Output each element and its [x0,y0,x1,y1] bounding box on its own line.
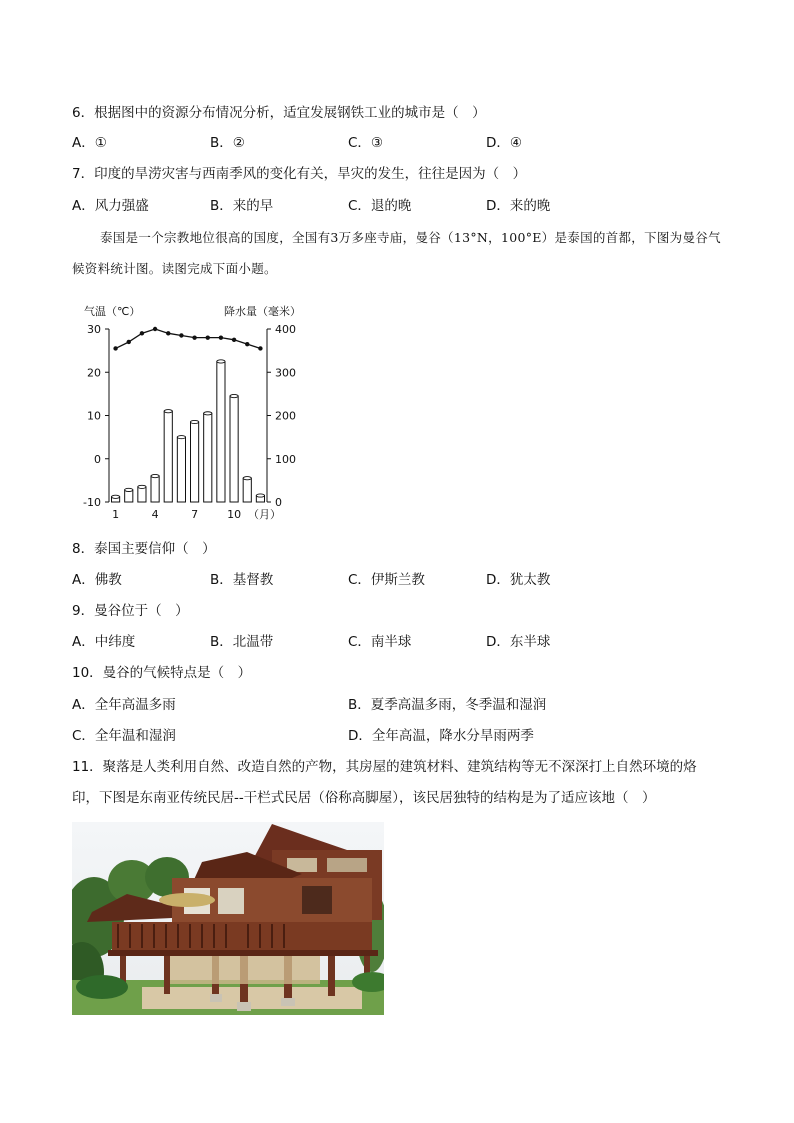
question-6-stem: 6．根据图中的资源分布情况分析，适宜发展钢铁工业的城市是（ ） [72,105,486,121]
precipitation-bar [191,422,199,502]
temperature-point [113,346,117,350]
precipitation-bar [164,411,172,502]
temperature-point [192,335,196,339]
month-tick-label: 10 [227,508,242,521]
q7-option-b[interactable]: B．来的早 [210,198,274,214]
q10-option-d[interactable]: D．全年高温，降水分旱雨两季 [348,728,534,744]
precipitation-bar-top [217,360,225,363]
precipitation-bar-top [177,436,185,439]
left-tick-label: -10 [83,496,101,509]
temperature-point [153,327,157,331]
bangkok-climate-chart [78,298,314,526]
stilt-house-photo [72,822,384,1015]
q7-option-a[interactable]: A．风力强盛 [72,198,149,214]
q10-option-a[interactable]: A．全年高温多雨 [72,697,176,713]
question-9-stem: 9．曼谷位于（ ） [72,603,189,619]
q8-option-a[interactable]: A．佛教 [72,572,122,588]
month-tick-label: 4 [151,508,159,521]
q7-option-d[interactable]: D．来的晚 [486,198,551,214]
temperature-axis-label: 气温（℃） [84,305,141,318]
precipitation-bar [177,437,185,502]
right-tick-label: 200 [275,409,296,423]
month-tick-label: 1 [112,508,120,521]
precipitation-bar-top [138,485,146,488]
q8-option-b[interactable]: B．基督教 [210,572,274,588]
reading-passage [72,222,722,284]
temperature-point [232,338,236,342]
q6-option-a[interactable]: A．① [72,135,107,151]
precipitation-bar-top [164,410,172,413]
precipitation-bar-top [204,412,212,415]
month-tick-label: 7 [191,508,199,521]
q7-option-c[interactable]: C．退的晚 [348,198,412,214]
temperature-point [206,335,210,339]
right-tick-label: 0 [275,496,282,509]
precipitation-bar-top [230,394,238,397]
right-tick-label: 300 [275,366,296,380]
temperature-point [140,331,144,335]
q6-option-b[interactable]: B．② [210,135,245,151]
temperature-point [166,331,170,335]
q8-option-c[interactable]: C．伊斯兰教 [348,572,425,588]
precipitation-bar-top [191,420,199,423]
q9-option-c[interactable]: C．南半球 [348,634,412,650]
left-tick-label: 30 [87,323,101,336]
precipitation-bar [243,478,251,502]
temperature-line [116,329,261,348]
left-tick-label: 0 [94,452,101,466]
left-tick-label: 20 [87,366,101,380]
precipitation-bar [204,413,212,502]
precipitation-bar [217,361,225,502]
precipitation-bar [138,487,146,502]
question-8-stem: 8．泰国主要信仰（ ） [72,541,216,557]
q9-option-b[interactable]: B．北温带 [210,634,274,650]
passage-text: 泰国是一个宗教地位很高的国度，全国有3万多座寺庙，曼谷（13°N，100°E）是泰国的首都，下图为曼谷气候资料统计图。读图完成下面小题。 [72,230,721,276]
q6-option-d[interactable]: D．④ [486,135,522,151]
temperature-point [179,333,183,337]
precipitation-bar-top [256,494,264,497]
q9-option-d[interactable]: D．东半球 [486,634,551,650]
q6-option-c[interactable]: C．③ [348,135,384,151]
right-tick-label: 400 [275,323,296,336]
question-10-stem: 10．曼谷的气候特点是（ ） [72,665,252,681]
right-tick-label: 100 [275,452,296,466]
left-tick-label: 10 [87,409,101,423]
precipitation-axis-label: 降水量（毫米） [224,305,301,318]
q10-option-b[interactable]: B．夏季高温多雨，冬季温和湿润 [348,697,547,713]
precipitation-bar-top [112,495,120,498]
temperature-point [258,346,262,350]
precipitation-bar [151,476,159,502]
question-11-stem: 11．聚落是人类利用自然、改造自然的产物，其房屋的建筑材料、建筑结构等无不深深打上自然环境的烙印，下图是东南亚传统民居--干栏式民居（俗称高脚屋），该民居独特的结构是为了适应该地（ ） [72,759,697,806]
precipitation-bar-top [125,488,133,491]
temperature-point [219,335,223,339]
precipitation-bar [230,396,238,502]
q8-option-d[interactable]: D．犹太教 [486,572,551,588]
q10-option-c[interactable]: C．全年温和湿润 [72,728,176,744]
q9-option-a[interactable]: A．中纬度 [72,634,136,650]
precipitation-bar-top [243,477,251,480]
precipitation-bar-top [151,474,159,477]
question-7-stem: 7．印度的旱涝灾害与西南季风的变化有关，旱灾的发生，往往是因为（ ） [72,166,527,182]
temperature-point [245,342,249,346]
temperature-point [127,340,131,344]
month-unit-label: （月） [248,508,281,521]
